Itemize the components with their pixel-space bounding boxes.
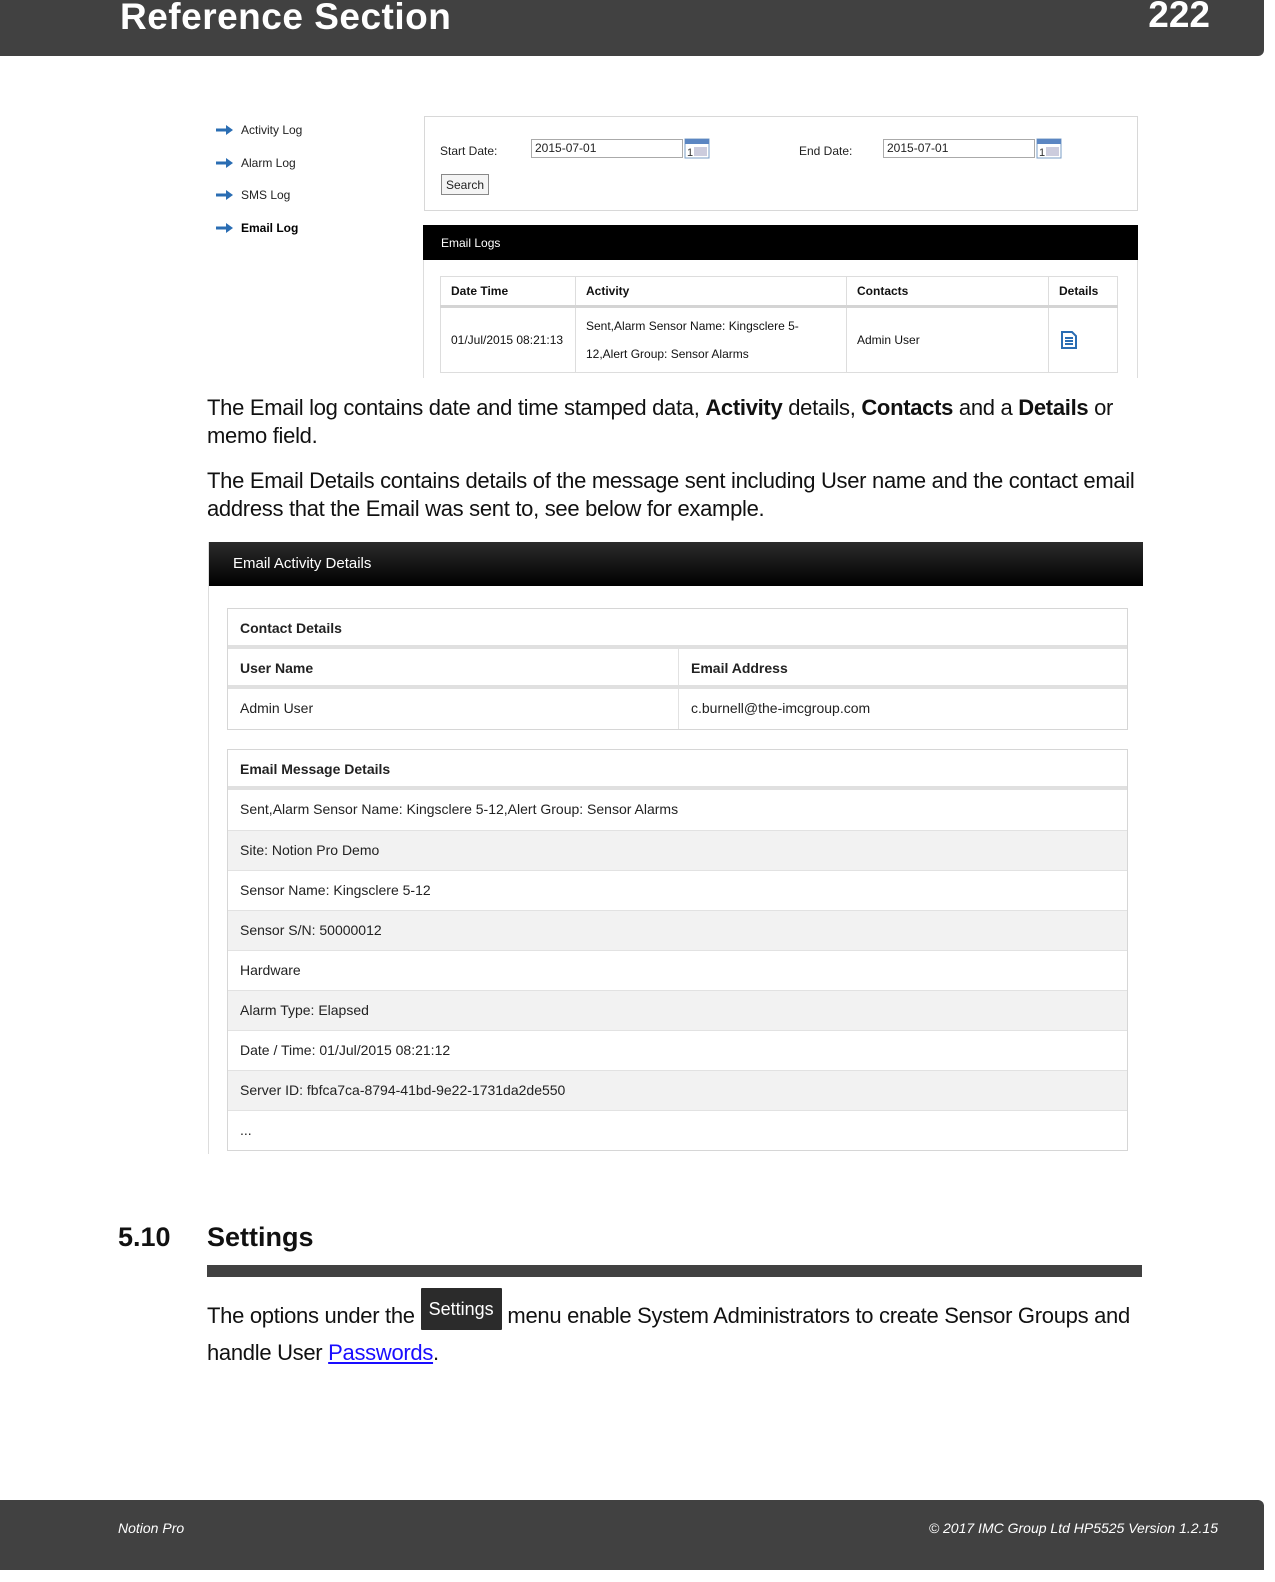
message-line: Sensor S/N: 50000012: [228, 910, 1127, 950]
text: .: [433, 1340, 439, 1365]
nav-label: Activity Log: [241, 123, 303, 138]
svg-text:1: 1: [1039, 147, 1046, 159]
section-divider: [207, 1265, 1142, 1277]
arrow-right-icon: [216, 157, 234, 169]
contact-column-headers: [228, 649, 1127, 689]
cell-details: [1049, 307, 1118, 373]
calendar-icon[interactable]: [1036, 137, 1062, 159]
text: The Email log contains date and time stamped data,: [207, 395, 706, 420]
email-message-details-box: [227, 749, 1128, 1151]
nav-email-log[interactable]: [216, 212, 406, 245]
email-log-screenshot: [208, 108, 1140, 378]
email-message-details-header: Email Message Details: [228, 750, 1127, 790]
section-title: Reference Section: [120, 0, 452, 37]
user-name-column: User Name: [240, 660, 314, 676]
text: menu enable System Administrators to create Sensor Groups and handle User: [207, 1302, 1130, 1365]
document-icon[interactable]: [1061, 331, 1077, 349]
text: and a: [953, 395, 1019, 420]
col-details[interactable]: Details: [1049, 277, 1118, 307]
arrow-right-icon: [216, 222, 234, 234]
message-line: Alarm Type: Elapsed: [228, 990, 1127, 1030]
message-line: Hardware: [228, 950, 1127, 990]
page-number: 222: [1148, 0, 1210, 35]
email-address-value: c.burnell@the-imcgroup.com: [678, 689, 1127, 729]
col-contacts[interactable]: Contacts: [847, 277, 1049, 307]
paragraph-email-log: [207, 394, 1143, 450]
log-nav: [216, 114, 406, 244]
nav-label: SMS Log: [241, 188, 291, 203]
contact-details-header: Contact Details: [228, 609, 1127, 649]
bold-activity: Activity: [705, 395, 783, 420]
message-line: ...: [228, 1110, 1127, 1150]
table-row[interactable]: [441, 307, 1118, 373]
cell-date-time: 01/Jul/2015 08:21:13: [441, 307, 576, 373]
start-date-label: Start Date:: [440, 144, 498, 158]
user-name-value: Admin User: [240, 700, 314, 716]
page-footer: [0, 1500, 1264, 1570]
cell-activity: Sent,Alarm Sensor Name: Kingsclere 5-12,Alert Group: Sensor Alarms: [576, 307, 847, 373]
nav-label: Email Log: [241, 220, 299, 235]
section-number: 5.10: [118, 1222, 171, 1252]
paragraph-settings: [207, 1296, 1143, 1368]
settings-button[interactable]: Settings: [421, 1288, 502, 1330]
footer-copyright: © 2017 IMC Group Ltd HP5525 Version 1.2.15: [928, 1520, 1218, 1536]
email-logs-title-bar: Email Logs: [423, 225, 1138, 260]
email-log-table: [440, 276, 1118, 373]
section-heading: Settings: [207, 1222, 314, 1252]
nav-activity-log[interactable]: [216, 114, 406, 147]
date-filter-panel: [424, 116, 1138, 211]
panel-edge: [423, 260, 424, 378]
end-date-input[interactable]: 2015-07-01: [883, 139, 1035, 158]
cell-contact: Admin User: [847, 307, 1049, 373]
bold-details: Details: [1018, 395, 1089, 420]
message-line: Sensor Name: Kingsclere 5-12: [228, 870, 1127, 910]
message-line: Date / Time: 01/Jul/2015 08:21:12: [228, 1030, 1127, 1070]
page-header: [0, 0, 1264, 56]
nav-sms-log[interactable]: [216, 179, 406, 212]
svg-text:1: 1: [687, 147, 694, 159]
col-activity[interactable]: Activity: [576, 277, 847, 307]
email-activity-details-title-bar: Email Activity Details: [209, 542, 1143, 586]
text: details,: [782, 395, 862, 420]
search-button[interactable]: Search: [441, 174, 489, 195]
col-date-time[interactable]: Date Time: [441, 277, 576, 307]
email-address-column: Email Address: [678, 649, 1127, 685]
bold-contacts: Contacts: [861, 395, 954, 420]
arrow-right-icon: [216, 124, 234, 136]
passwords-link[interactable]: Passwords: [328, 1340, 434, 1365]
contact-details-box: [227, 608, 1128, 730]
paragraph-email-details: The Email Details contains details of the message sent including User name and the contact email address that the Email was sent to, see below for example.: [207, 468, 1135, 521]
footer-product: Notion Pro: [118, 1520, 185, 1536]
panel-edge: [1137, 260, 1138, 378]
text: The options under the: [207, 1302, 421, 1328]
arrow-right-icon: [216, 189, 234, 201]
start-date-input[interactable]: 2015-07-01: [531, 139, 683, 158]
message-line: Site: Notion Pro Demo: [228, 830, 1127, 870]
message-line: Server ID: fbfca7ca-8794-41bd-9e22-1731da2de550: [228, 1070, 1127, 1110]
nav-alarm-log[interactable]: [216, 147, 406, 180]
nav-label: Alarm Log: [241, 155, 296, 170]
text: or memo field.: [207, 395, 1114, 448]
calendar-icon[interactable]: [684, 137, 710, 159]
contact-row: [228, 689, 1127, 729]
email-activity-details-screenshot: [208, 542, 1142, 1154]
end-date-label: End Date:: [799, 144, 853, 158]
message-line: Sent,Alarm Sensor Name: Kingsclere 5-12,Alert Group: Sensor Alarms: [240, 801, 679, 817]
